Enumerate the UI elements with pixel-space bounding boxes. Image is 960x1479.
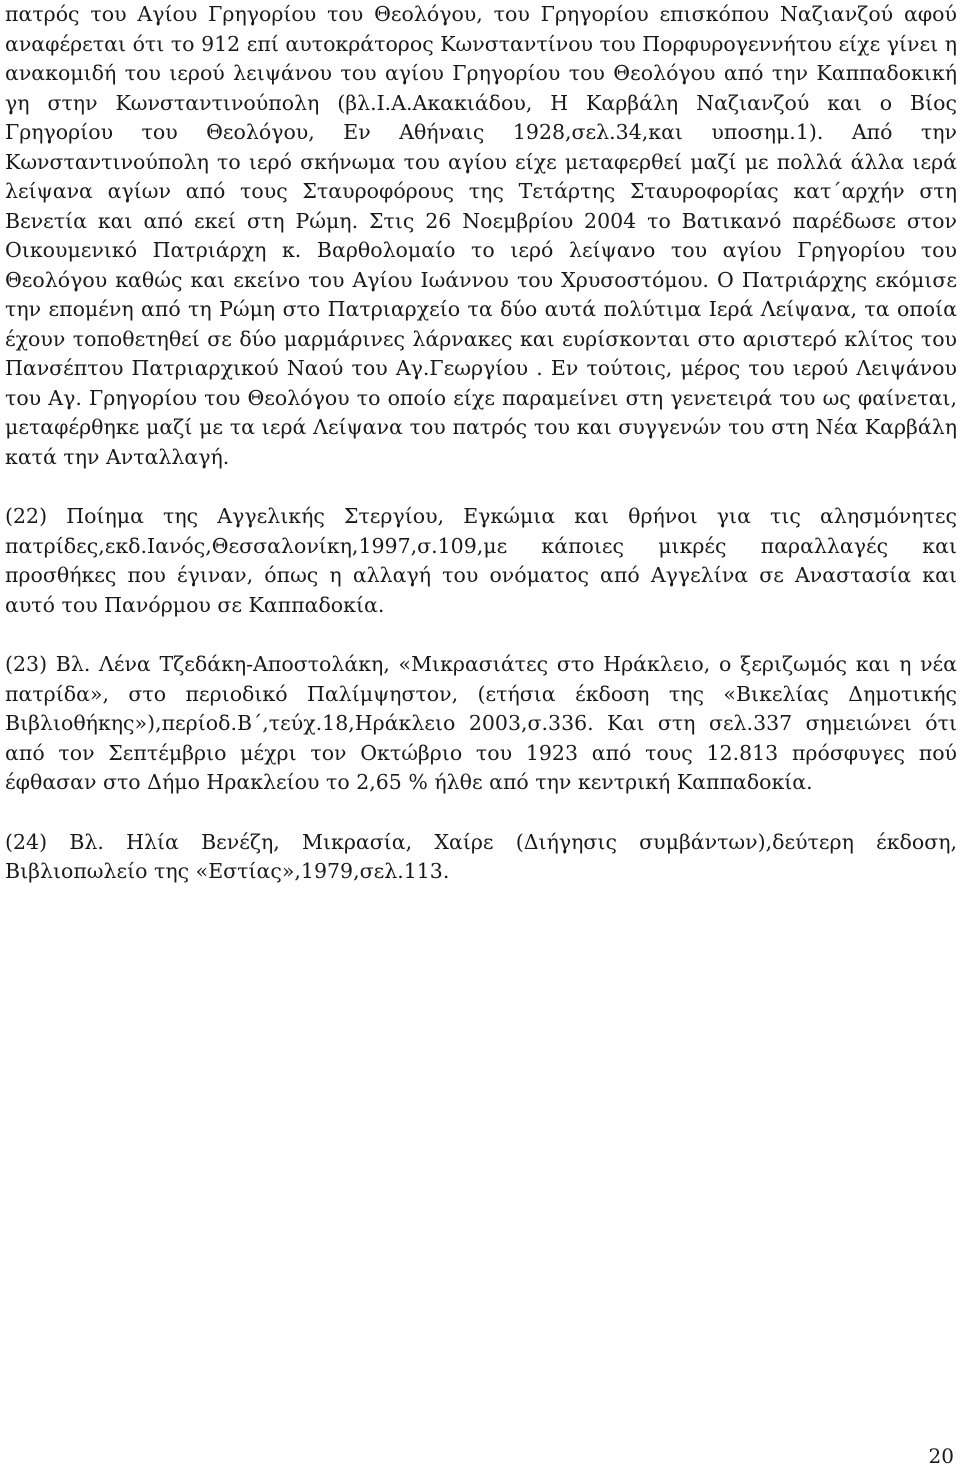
page-number: 20	[928, 1444, 954, 1468]
document-body	[5, 0, 957, 887]
footnote-22: (22) Ποίημα της Αγγελικής Στεργίου, Εγκώμια και θρήνοι για τις αλησμόνητες πατρίδες,εκδ.Ιανός,Θεσσαλονίκη,1997,σ.109,με κάποιες μικρές παραλλαγές και προσθήκες που έγιναν, όπως η αλλαγή του ονόματος από Αγγελίνα σε Αναστασία και αυτό του Πανόρμου σε Καππαδοκία.	[5, 504, 957, 617]
footnote-23: (23) Βλ. Λένα Τζεδάκη-Αποστολάκη, «Μικρασιάτες στο Ηράκλειο, ο ξεριζωμός και η νέα πατρίδα», στο περιοδικό Παλίμψηστον, (ετήσια έκδοση της «Βικελίας Δημοτικής Βιβλιοθήκης»),περίοδ.Β΄,τεύχ.18,Ηράκλειο 2003,σ.336. Και στη σελ.337 σημειώνει ότι από τον Σεπτέμβριο μέχρι τον Οκτώβριο του 1923 από τους 12.813 πρόσφυγες πού έφθασαν στο Δήμο Ηρακλείου το 2,65 % ήλθε από την κεντρική Καππαδοκία.	[5, 652, 957, 794]
footnote-24: (24) Βλ. Ηλία Βενέζη, Μικρασία, Χαίρε (Διήγησις συμβάντων),δεύτερη έκδοση, Βιβλιοπωλείο της «Εστίας»,1979,σελ.113.	[5, 829, 957, 883]
paragraph-continuation: πατρός του Αγίου Γρηγορίου του Θεολόγου, του Γρηγορίου επισκόπου Ναζιανζού αφού αναφέρεται ότι το 912 επί αυτοκράτορος Κωνσταντίνου του Πορφυρογεννήτου είχε γίνει η ανακομιδή του ιερού λειψάνου του αγίου Γρηγορίου του Θεολόγου από την Καππαδοκική γη στην Κωνσταντινούπολη (βλ.Ι.Α.Ακακιάδου, Η Καρβάλη Ναζιανζού και ο Βίος Γρηγορίου του Θεολόγου, Εν Αθήναις 1928,σελ.34,και υποσημ.1). Από την Κωνσταντινούπολη το ιερό σκήνωμα του αγίου είχε μεταφερθεί μαζί με πολλά άλλα ιερά λείψανα αγίων από τους Σταυροφόρους της Τετάρτης Σταυροφορίας κατ΄αρχήν στη Βενετία και από εκεί στη Ρώμη. Στις 26 Νοεμβρίου 2004 το Βατικανό παρέδωσε στον Οικουμενικό Πατριάρχη κ. Βαρθολομαίο το ιερό λείψανο του αγίου Γρηγορίου του Θεολόγου καθώς και εκείνο του Αγίου Ιωάννου του Χρυσοστόμου. Ο Πατριάρχης εκόμισε την επομένη από τη Ρώμη στο Πατριαρχείο τα δύο αυτά πολύτιμα Ιερά Λείψανα, τα οποία έχουν τοποθετηθεί σε δύο μαρμάρινες λάρνακες και ευρίσκονται στο αριστερό κλίτος του Πανσέπτου Πατριαρχικού Ναού του Αγ.Γεωργίου . Εν τούτοις, μέρος του ιερού Λειψάνου του Αγ. Γρηγορίου του Θεολόγου το οποίο είχε παραμείνει στη γενετειρά του ως φαίνεται, μεταφέρθηκε μαζί με τα ιερά Λείψανα του πατρός του και συγγενών του στη Νέα Καρβάλη κατά την Ανταλλαγή.	[5, 2, 957, 469]
